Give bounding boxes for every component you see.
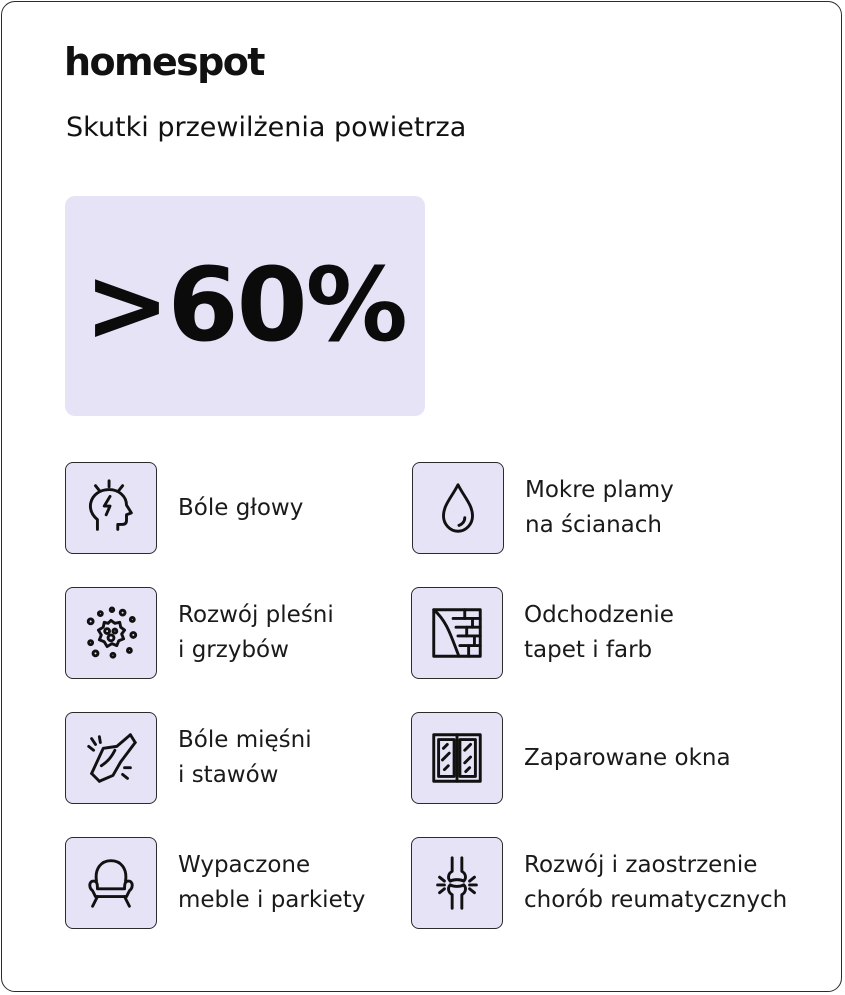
sore-muscle-icon: [65, 712, 157, 804]
effect-label: Wypaczone meble i parkiety: [178, 852, 366, 913]
effect-item-rheumatic: [411, 837, 811, 931]
effect-item-muscle-pain: [65, 712, 465, 806]
effect-item-headache: [65, 462, 465, 556]
effect-label: Bóle głowy: [178, 494, 304, 521]
effect-label: Odchodzenie tapet i farb: [524, 602, 674, 663]
effect-label: Mokre plamy na ścianach: [525, 477, 674, 538]
effect-item-wet-walls: [412, 462, 812, 556]
peeling-wall-icon: [411, 587, 503, 679]
infographic-card: [1, 1, 842, 992]
stat-value: >60%: [84, 246, 406, 365]
effect-label: Bóle mięśni i stawów: [178, 727, 312, 788]
mold-spores-icon: [65, 587, 157, 679]
page-title: Skutki przewilżenia powietrza: [66, 112, 467, 143]
effect-item-peeling: [411, 587, 811, 681]
effect-item-mold: [65, 587, 465, 681]
effect-item-warped-furniture: [65, 837, 465, 931]
water-drop-icon: [412, 462, 504, 554]
effect-label: Rozwój pleśni i grzybów: [178, 602, 334, 663]
armchair-icon: [65, 837, 157, 929]
fogged-window-icon: [411, 712, 503, 804]
head-lightning-icon: [65, 462, 157, 554]
effect-item-fogged-windows: [411, 712, 811, 806]
joint-pain-icon: [411, 837, 503, 929]
brand-logo: homespot: [64, 40, 264, 84]
stat-highlight: [65, 196, 425, 416]
effect-label: Zaparowane okna: [524, 744, 731, 771]
effect-label: Rozwój i zaostrzenie chorób reumatycznych: [524, 852, 788, 913]
